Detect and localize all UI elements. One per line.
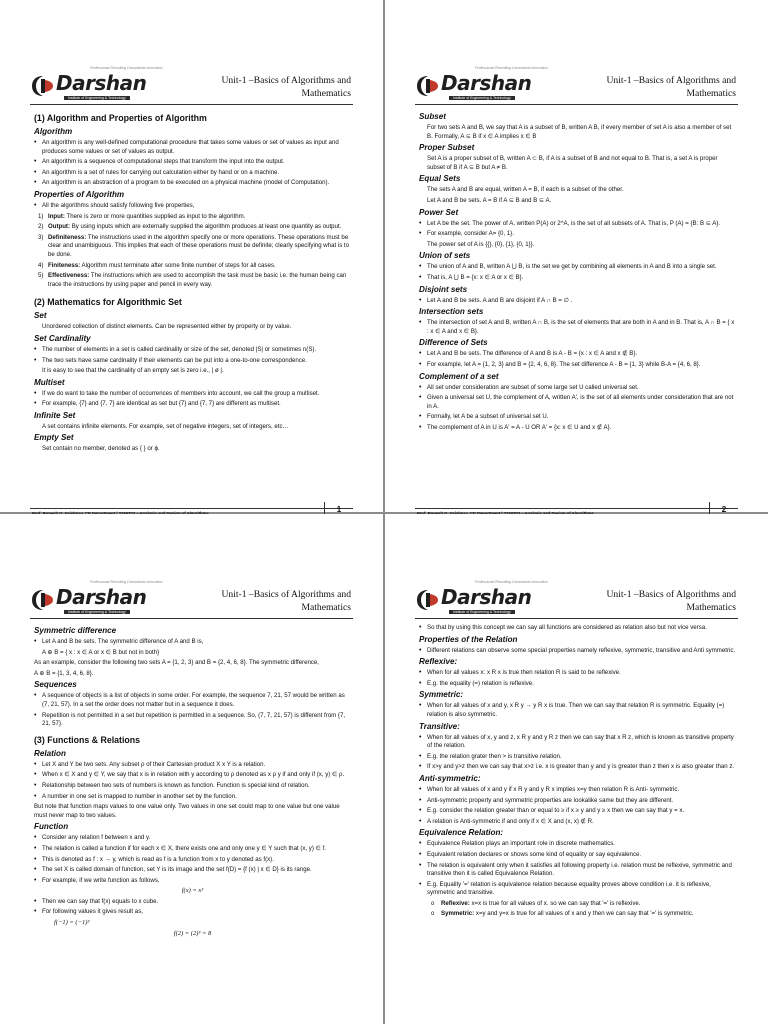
- bullet-item: • Anti-symmetric property and symmetric properties are lookalike same but they are different.: [419, 797, 736, 806]
- bullet-item: • Consider any relation f between x and y.: [34, 834, 351, 843]
- logo-mark-icon: [30, 74, 56, 98]
- logo-tagline: Professional Recruiting Consultants Innovation: [475, 66, 548, 70]
- paragraph: The sets A and B are equal, written A = B, if each is a subset of the other.: [427, 186, 624, 194]
- page-3: [0, 514, 383, 1024]
- bullet-item: • An algorithm is an abstraction of a program to be executed on a physical machine (model of Computation).: [34, 179, 351, 188]
- logo-wordmark: Darshan: [441, 71, 532, 95]
- header-rule: [415, 104, 738, 105]
- logo-tagline: Professional Recruiting Consultants Innovation: [90, 66, 163, 70]
- formula: A ⊕ B = { x : x ∈ A or x ∈ B but not in both}: [42, 648, 160, 656]
- bullet-item: • The relation is called a function if for each x ∈ X, there exists one and only one y ∈ Y such that (x, y) ∈ f.: [34, 845, 351, 854]
- equation: f(−1) = (−1)³: [54, 919, 90, 927]
- bullet-item: • The two sets have same cardinality if their elements can be put into a one-to-one correspondence.: [34, 357, 351, 366]
- subsection-heading: Empty Set: [34, 433, 74, 443]
- bullet-item: • This is denoted as f : x → y, which is read as f is a function from x to y denoted as f(x).: [34, 856, 351, 865]
- bullet-item: • Let A and B be sets. The symmetric difference of A and B is,: [34, 638, 351, 647]
- logo-subtitle: Institute of Engineering & Technology: [64, 610, 130, 614]
- subsection-heading: Multiset: [34, 377, 65, 387]
- paragraph: But note that function maps values to one value only. Two values in one set could map to one value but one value must never map to two values.: [34, 803, 340, 819]
- logo-mark-icon: [415, 74, 441, 98]
- logo-mark-icon: [30, 588, 56, 612]
- bullet-item: • Equivalent relation declares or shows some kind of equality or say equivalence.: [419, 851, 736, 860]
- subsection-heading: Disjoint sets: [419, 284, 468, 294]
- bullet-item: • E.g. the relation grater then > is transitive relation.: [419, 753, 736, 762]
- bullet-item: • A relation is Anti-symmetric if and only if x ∈ X and (x, x) ∉ R.: [419, 818, 736, 827]
- logo-subtitle: Institute of Engineering & Technology: [449, 96, 515, 100]
- subsection-heading: Sequences: [34, 680, 77, 690]
- bullet-item: • Let A be the set. The power of A, written P(A) or 2^A, is the set of all subsets of A. That is, P (A) = {B: B ⊆ A}.: [419, 220, 736, 229]
- paragraph: Set A is a proper subset of B, written A ⊂ B, if A is a subset of B and not equal to B. That is, a set A is proper subset of B if A ⊆ B but A ≠ B.: [427, 155, 718, 171]
- section-heading: (1) Algorithm and Properties of Algorithm: [34, 113, 207, 123]
- subsection-heading: Set: [34, 311, 47, 321]
- bullet-item: • So that by using this concept we can say all functions are considered as relation also but not vice versa.: [419, 624, 736, 633]
- bullet-item: • Let A and B be sets. The difference of A and B is A - B = {x : x ∈ A and x ∉ B}.: [419, 350, 736, 359]
- numbered-item: 5) Effectiveness: The instructions which are used to accomplish the task must be basic i.e. the human being can trace the instructions by using paper and pencil in every way.: [38, 272, 347, 288]
- bullet-item: • Formally, let A be a subset of universal set U.: [419, 413, 736, 422]
- numbered-item: 4) Finiteness: Algorithm must terminate after some finite number of steps for all cases.: [38, 261, 276, 269]
- numbered-item: 3) Definiteness: The instructions used in the algorithm specify one or more operations. These operations must be clear and unambiguous. This implies that each of these operations must be definite; clearly specifying what is to be done.: [38, 233, 350, 258]
- page-1: [0, 0, 383, 512]
- paragraph: Set contain no member, denoted as { } or ϕ.: [42, 445, 160, 453]
- sub-bullet-item: o Reflexive: x=x is true for all values of x. so we can say that '=' is reflexive.: [419, 900, 736, 909]
- bullet-item: • Equivalence Relation plays an important role in discrete mathematics.: [419, 840, 736, 849]
- page-body: [34, 110, 351, 456]
- logo-wordmark: Darshan: [56, 585, 147, 609]
- bullet-item: • A sequence of objects is a list of objects in some order. For example, the sequence 7, 21, 57 would be written as (7, 21, 57). In a set the order does not matter but in a sequence it does.: [34, 692, 351, 709]
- equation: f(x) = x³: [181, 887, 204, 895]
- bullet-item: • E.g. the equality (=) relation is reflexive.: [419, 680, 736, 689]
- bullet-item: • All the algorithms should satisfy following five properties,: [34, 202, 351, 211]
- unit-header: Unit-1 –Basics of Algorithms and Mathematics: [221, 589, 351, 613]
- page-4: [385, 514, 768, 1024]
- header-rule: [30, 618, 353, 619]
- page-number: 1: [324, 502, 353, 520]
- subsection-heading: Intersection sets: [419, 307, 484, 317]
- bullet-item: • For example, let A = {1, 2, 3} and B = {2, 4, 6, 8}. The set difference A - B = {1, 3} while B-A = {4, 6, 8}.: [419, 361, 736, 370]
- logo-tagline: Professional Recruiting Consultants Innovation: [90, 580, 163, 584]
- paragraph: The power set of A is {{}, {0}, {1}, {0, 1}}.: [427, 240, 535, 248]
- bullet-item: • E.g. Equality '=' relation is equivalence relation because equality proves above condition i.e. it is reflexive, symmetric and transitive.: [419, 881, 736, 898]
- bullet-item: • The set X is called domain of function, set Y is its image and the set f(D) = {f (x) | x ∈ D} is its range.: [34, 866, 351, 875]
- darshan-logo: [415, 66, 548, 104]
- subsection-heading: Union of sets: [419, 251, 471, 261]
- bullet-item: • The union of A and B, written A ⋃ B, is the set we get by combining all elements in A and B into a single set.: [419, 263, 736, 272]
- subsection-heading: Reflexive:: [419, 657, 458, 667]
- subsection-heading: Complement of a set: [419, 371, 499, 381]
- bullet-item: • All set under consideration are subset of some large set U called universal set.: [419, 384, 736, 393]
- page-body: [419, 624, 736, 921]
- subsection-heading: Power Set: [419, 207, 459, 217]
- bullet-item: • For example, if we write function as follows,: [34, 877, 351, 886]
- subsection-heading: Equal Sets: [419, 174, 461, 184]
- numbered-item: 1) Input: There is zero or more quantities supplied as input to the algorithm.: [38, 212, 246, 220]
- darshan-logo: [30, 580, 163, 618]
- header-rule: [30, 104, 353, 105]
- bullet-item: • When x ∈ X and y ∈ Y, we say that x is in relation with y according to ρ denoted as x ρ y if and only if (x, y) ∈ ρ.: [34, 771, 351, 780]
- subsection-heading: Subset: [419, 112, 446, 121]
- numbered-item: 2) Output: By using inputs which are externally supplied the algorithm produces at least one quantity as output.: [38, 223, 342, 231]
- bullet-item: • An algorithm is any well-defined computational procedure that takes some values or set of values as input and produces some values or set of values as output.: [34, 139, 351, 156]
- section-heading: (2) Mathematics for Algorithmic Set: [34, 297, 182, 308]
- paragraph: A ⊕ B = {1, 3, 4, 6, 8}.: [34, 669, 94, 677]
- unit-header: Unit-1 –Basics of Algorithms and Mathematics: [606, 75, 736, 99]
- logo-mark-icon: [415, 588, 441, 612]
- subsection-heading: Set Cardinality: [34, 333, 91, 343]
- bullet-item: • When for all values of x and y if x R y and y R x implies x=y then relation R is Anti- symmetric.: [419, 786, 736, 795]
- logo-subtitle: Institute of Engineering & Technology: [449, 610, 515, 614]
- page-number: 2: [709, 502, 738, 520]
- subsection-heading: Symmetric difference: [34, 626, 117, 635]
- bullet-item: • Given a universal set U, the complement of A, written A', is the set of all elements under consideration that are not in A.: [419, 394, 736, 411]
- subsection-heading: Function: [34, 822, 69, 832]
- logo-subtitle: Institute of Engineering & Technology: [64, 96, 130, 100]
- page-body: [419, 110, 736, 434]
- subsection-heading: Anti-symmetric:: [419, 773, 481, 783]
- logo-wordmark: Darshan: [56, 71, 147, 95]
- logo-wordmark: Darshan: [441, 585, 532, 609]
- unit-header: Unit-1 –Basics of Algorithms and Mathematics: [606, 589, 736, 613]
- paragraph: Unordered collection of distinct elements. Can be represented either by property or by value.: [42, 323, 292, 331]
- subsection-heading: Symmetric:: [419, 690, 464, 700]
- bullet-item: • The intersection of set A and B, written A ∩ B, is the set of elements that are both in A and in B. That is, A ∩ B = { x : x ∈ A and x ∈ B}.: [419, 319, 736, 336]
- page-body: [34, 624, 351, 940]
- subsection-heading: Relation: [34, 748, 66, 758]
- subsection-heading: Difference of Sets: [419, 338, 488, 348]
- bullet-item: • For example, {7} and {7, 7} are identical as set but {7} and {7, 7} are different as multiset.: [34, 400, 351, 409]
- unit-header: Unit-1 –Basics of Algorithms and Mathematics: [221, 75, 351, 99]
- bullet-item: • That is, A ⋃ B = {x: x ∈ A or x ∈ B}.: [419, 274, 736, 283]
- subsection-heading: Algorithm: [34, 127, 73, 136]
- bullet-item: • The number of elements in a set is called cardinality or size of the set, denoted |S| or sometimes n(S).: [34, 346, 351, 355]
- bullet-item: • The relation is equivalent only when it satisfies all following property i.e. relation must be reflexive, symmetric and transitive then it is called Equivalence Relation.: [419, 862, 736, 879]
- bullet-item: • E.g. consider the relation greater than or equal to ≥ if x ≥ y and y ≥ x then we can say that y = x.: [419, 807, 736, 816]
- subsection-heading: Properties of Algorithm: [34, 189, 125, 199]
- bullet-item: • If x>y and y>z then we can say that x>z i.e. x is greater than y and y is greater than z then x is also greater than z.: [419, 763, 736, 772]
- paragraph: It is easy to see that the cardinality of an empty set is zero i.e., | ø |.: [42, 367, 224, 375]
- bullet-item: • For following values it gives result as,: [34, 908, 351, 917]
- bullet-item: • A number in one set is mapped to number in another set by the function.: [34, 793, 351, 802]
- bullet-item: • Let X and Y be two sets. Any subset ρ of their Cartesian product X x Y is a relation.: [34, 761, 351, 770]
- bullet-item: • When for all values x: x R x is true then relation R is said to be reflexive.: [419, 669, 736, 678]
- bullet-item: • Repetition is not permitted in a set but repetition is permitted in a sequence. So, (7, 7, 21, 57) is different from {7, 21, 57}.: [34, 712, 351, 729]
- page-2: [385, 0, 768, 512]
- paragraph: A set contains infinite elements. For example, set of negative integers, set of integers, etc…: [42, 422, 289, 430]
- darshan-logo: [415, 580, 548, 618]
- bullet-item: • When for all values of x and y, x R y → y R x is true. Then we can say that relation R is symmetric. Equality (=) relation is also symmetric.: [419, 702, 736, 719]
- darshan-logo: [30, 66, 163, 104]
- sub-bullet-item: o Symmetric: x=y and y=x is true for all values of x and y then we can say that '=' is symmetric.: [419, 910, 736, 919]
- paragraph: Let A and B be sets. A = B if A ⊆ B and B ⊆ A.: [427, 196, 552, 204]
- paragraph: As an example, consider the following two sets A = {1, 2, 3} and B = {2, 4, 6, 8}. The symmetric difference,: [34, 659, 319, 667]
- header-rule: [415, 618, 738, 619]
- bullet-item: • Different relations can observe some special properties namely reflexive, symmetric, transitive and Anti symmetric.: [419, 647, 736, 656]
- bullet-item: • Then we can say that f(x) equals to x cube.: [34, 898, 351, 907]
- bullet-item: • For example, consider A= {0, 1}.: [419, 230, 736, 239]
- bullet-item: • If we do want to take the number of occurrences of members into account, we call the group a multiset.: [34, 390, 351, 399]
- bullet-item: • When for all values of x, y and z, x R y and y R z then we can say that x R z, which is known as transitive property of the relation.: [419, 734, 736, 751]
- section-heading: (3) Functions & Relations: [34, 734, 141, 745]
- bullet-item: • The complement of A in U is A' = A - U OR A' = {x: x ∈ U and x ∉ A}.: [419, 424, 736, 433]
- subsection-heading: Transitive:: [419, 721, 460, 731]
- bullet-item: • Let A and B be sets. A and B are disjoint if A ∩ B = ∅ .: [419, 297, 736, 306]
- subsection-heading: Properties of the Relation: [419, 634, 518, 644]
- subsection-heading: Infinite Set: [34, 410, 76, 420]
- bullet-item: • Relationship between two sets of numbers is known as function. Function is special kind of relation.: [34, 782, 351, 791]
- bullet-item: • An algorithm is a set of rules for carrying out calculation either by hand or on a machine.: [34, 169, 351, 178]
- subsection-heading: Proper Subset: [419, 143, 475, 153]
- bullet-item: • An algorithm is a sequence of computational steps that transform the input into the output.: [34, 158, 351, 167]
- paragraph: For two sets A and B, we say that A is a subset of B, written A B, if every member of set A is also a member of set B. Formally, A ⊆ B if x ∈ A implies x ∈ B: [427, 124, 732, 140]
- subsection-heading: Equivalence Relation:: [419, 828, 504, 838]
- equation: f(2) = (2)³ = 8: [173, 929, 212, 937]
- logo-tagline: Professional Recruiting Consultants Innovation: [475, 580, 548, 584]
